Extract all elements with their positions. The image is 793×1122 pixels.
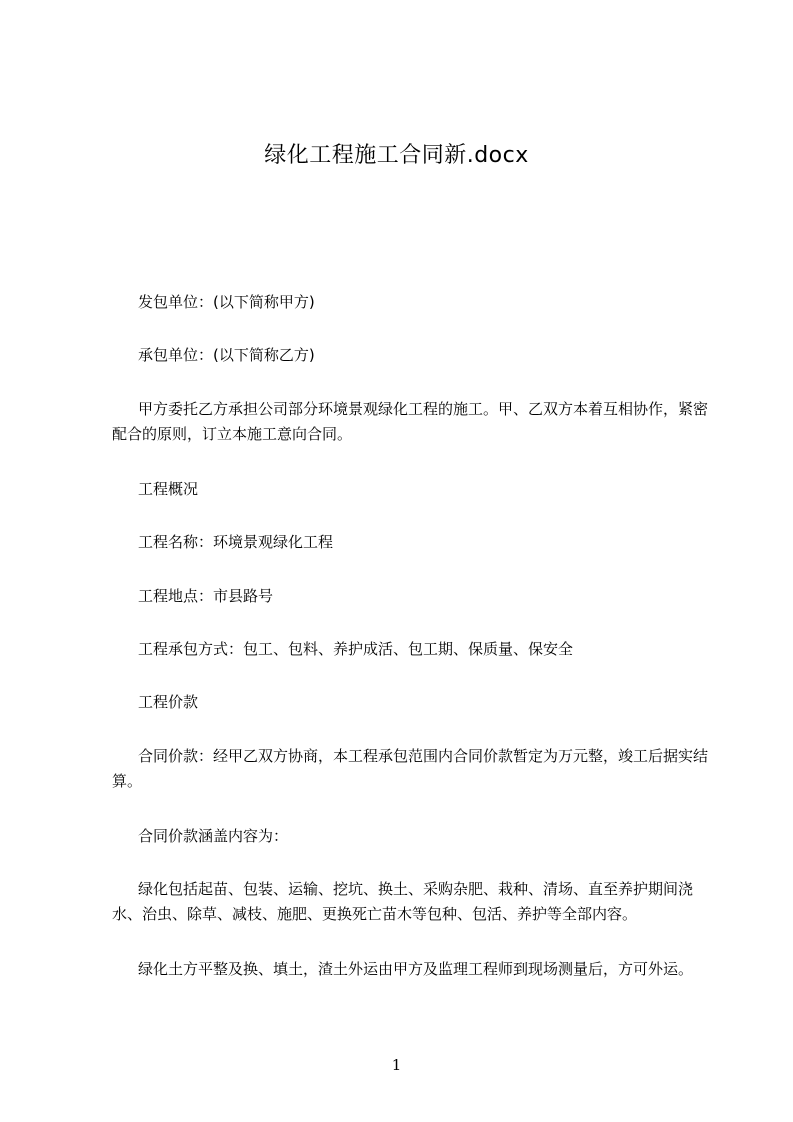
paragraph-earthwork: 绿化土方平整及换、填土，渣土外运由甲方及监理工程师到现场测量后，方可外运。	[138, 960, 694, 978]
paragraph-contractor-party-a: 发包单位：(以下简称甲方)	[138, 293, 315, 311]
section-heading-project-price: 工程价款	[138, 693, 199, 711]
paragraph-price-scope-heading: 合同价款涵盖内容为：	[138, 827, 289, 845]
document-title: 绿化工程施工合同新.docx	[264, 143, 529, 168]
paragraph-greening-scope: 绿化包括起苗、包装、运输、挖坑、换土、采购杂肥、栽种、清场、直至养护期间浇水、治虫、除草、减枝、施肥、更换死亡苗木等包种、包活、养护等全部内容。	[112, 880, 694, 923]
paragraph-contractor-party-b: 承包单位：(以下简称乙方)	[138, 346, 315, 364]
paragraph-contract-price: 合同价款：经甲乙双方协商，本工程承包范围内合同价款暂定为万元整，竣工后据实结算。	[112, 747, 709, 790]
paragraph-project-location: 工程地点：市县路号	[138, 587, 274, 605]
paragraph-introduction: 甲方委托乙方承担公司部分环境景观绿化工程的施工。甲、乙双方本着互相协作，紧密配合的原则，订立本施工意向合同。	[112, 400, 709, 443]
page-number: 1	[391, 1056, 402, 1074]
section-heading-project-overview: 工程概况	[138, 480, 199, 498]
paragraph-contract-method: 工程承包方式：包工、包料、养护成活、包工期、保质量、保安全	[138, 640, 574, 658]
paragraph-project-name: 工程名称：环境景观绿化工程	[138, 533, 334, 551]
